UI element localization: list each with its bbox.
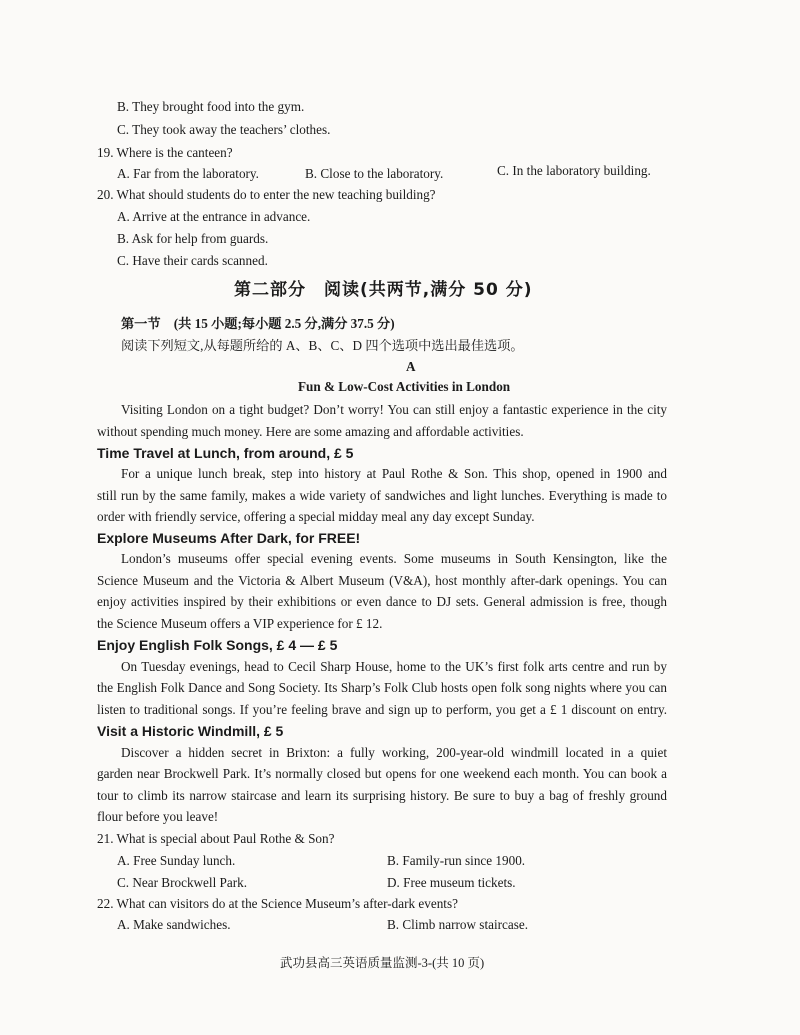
- q18-option-b: B. They brought food into the gym.: [117, 99, 305, 114]
- windmill-line-1: Discover a hidden secret in Brixton: a fully working, 200-year-old windmill located in a quiet: [121, 745, 667, 760]
- folk-line-2: the English Folk Dance and Song Society. Its Sharp’s Folk Club hosts open folk song nights where you can: [97, 680, 667, 695]
- q20-option-a: A. Arrive at the entrance in advance.: [117, 209, 311, 224]
- museums-line-4: the Science Museum offers a VIP experience for £ 12.: [97, 616, 383, 631]
- q22-option-b: B. Climb narrow staircase.: [387, 917, 528, 932]
- q22-stem: 22. What can visitors do at the Science Museum’s after-dark events?: [97, 896, 458, 911]
- section-windmill-heading: Visit a Historic Windmill, £ 5: [97, 723, 284, 739]
- section-lunch-heading: Time Travel at Lunch, from around, £ 5: [97, 445, 354, 461]
- q21-option-a: A. Free Sunday lunch.: [117, 853, 236, 868]
- page-footer: 武功县高三英语质量监测-3-(共 10 页): [280, 956, 485, 970]
- passage-letter: A: [406, 359, 416, 374]
- lunch-line-3: order with friendly service, offering a special midday meal any day except Sunday.: [97, 509, 535, 524]
- q18-option-c: C. They took away the teachers’ clothes.: [117, 122, 331, 137]
- folk-line-3: listen to traditional songs. If you’re feeling brave and sign up to perform, you get a £ 1 discount on entry.: [97, 702, 667, 717]
- windmill-line-2: garden near Brockwell Park. It’s normally closed but opens for one weekend each month. You can book a: [97, 766, 667, 781]
- lunch-line-1: For a unique lunch break, step into history at Paul Rothe & Son. This shop, opened in 1900 and: [121, 466, 667, 481]
- section-folk-heading: Enjoy English Folk Songs, £ 4 — £ 5: [97, 637, 338, 653]
- q20-stem: 20. What should students do to enter the new teaching building?: [97, 187, 436, 202]
- section1-heading: 第一节 (共 15 小题;每小题 2.5 分,满分 37.5 分): [121, 316, 395, 331]
- q21-option-b: B. Family-run since 1900.: [387, 853, 526, 868]
- windmill-line-4: flour before you leave!: [97, 809, 219, 824]
- q21-option-d: D. Free museum tickets.: [387, 875, 516, 890]
- q21-option-c: C. Near Brockwell Park.: [117, 875, 248, 890]
- folk-line-1: On Tuesday evenings, head to Cecil Sharp House, home to the UK’s first folk arts centre and run by: [121, 659, 667, 674]
- q19-option-c: C. In the laboratory building.: [497, 163, 651, 178]
- q20-option-c: C. Have their cards scanned.: [117, 253, 268, 268]
- q21-stem: 21. What is special about Paul Rothe & Son?: [97, 831, 335, 846]
- section-museums-heading: Explore Museums After Dark, for FREE!: [97, 530, 361, 546]
- q19-option-b: B. Close to the laboratory.: [305, 166, 444, 181]
- reading-instruction: 阅读下列短文,从每题所给的 A、B、C、D 四个选项中选出最佳选项。: [121, 338, 524, 353]
- intro-line-2: without spending much money. Here are some amazing and affordable activities.: [97, 424, 524, 439]
- lunch-line-2: still run by the same family, makes a wide variety of sandwiches and light lunches. Everything is made to: [97, 488, 667, 503]
- museums-line-2: Science Museum and the Victoria & Albert Museum (V&A), host monthly after-dark openings. You can: [97, 573, 667, 588]
- q19-option-a: A. Far from the laboratory.: [117, 166, 259, 181]
- q20-option-b: B. Ask for help from guards.: [117, 231, 269, 246]
- passage-title: Fun & Low-Cost Activities in London: [298, 379, 511, 394]
- part2-title: 第二部分 阅读(共两节,满分 50 分): [234, 280, 533, 300]
- q19-stem: 19. Where is the canteen?: [97, 145, 233, 160]
- museums-line-1: London’s museums offer special evening events. Some museums in South Kensington, like the: [121, 551, 667, 566]
- museums-line-3: enjoy activities inspired by their exhibitions or even dance to DJ sets. General admission is free, though: [97, 594, 667, 609]
- intro-line-1: Visiting London on a tight budget? Don’t worry! You can still enjoy a fantastic experience in the city: [121, 402, 667, 417]
- q22-option-a: A. Make sandwiches.: [117, 917, 231, 932]
- windmill-line-3: tour to climb its narrow staircase and learn its surprising history. Be sure to buy a bag of freshly ground: [97, 788, 667, 803]
